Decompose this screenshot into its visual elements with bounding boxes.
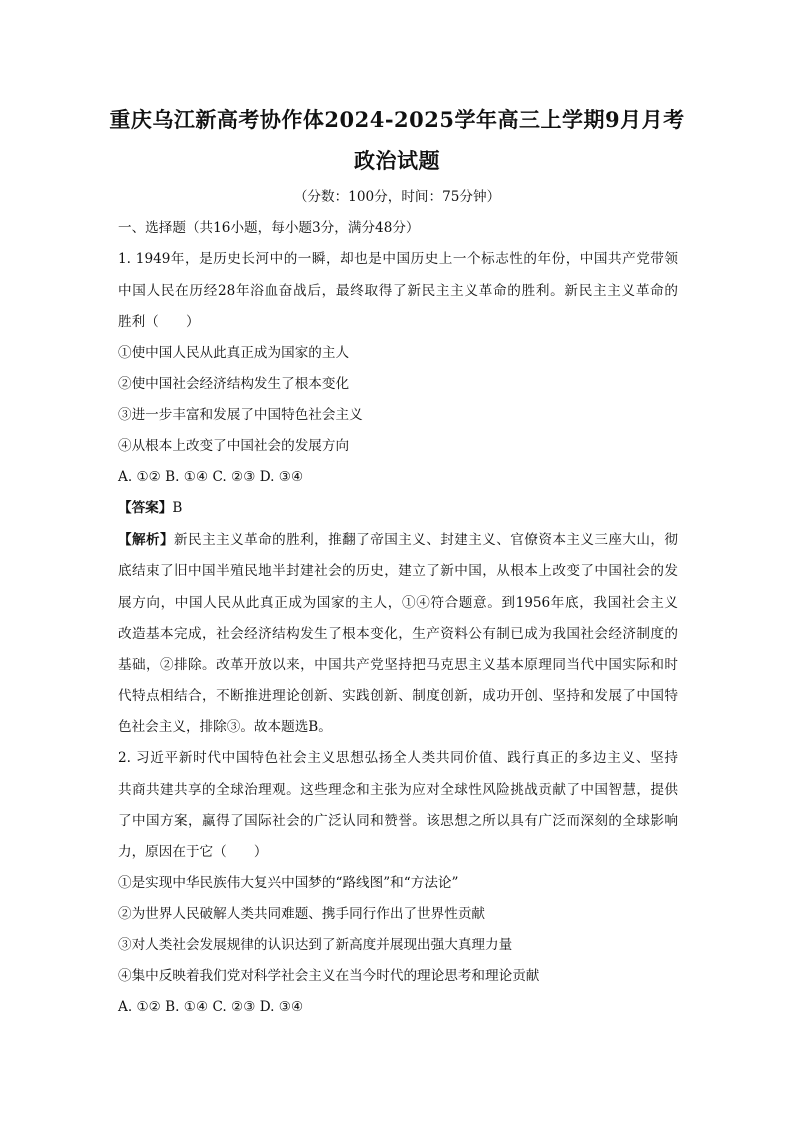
q2-option-3: ③对人类社会发展规律的认识达到了新高度并展现出强大真理力量 [118, 937, 513, 953]
q2-choices: A. ①② B. ①④ C. ②③ D. ③④ [118, 999, 304, 1015]
answer-value: B [172, 500, 183, 516]
q1-stem-line: 胜利（ ） [118, 314, 200, 330]
q1-analysis-line [118, 531, 678, 549]
q1-analysis-line: 改造基本完成，社会经济结构发生了根本变化，生产资料公有制已成为我国社会经济制度的 [118, 626, 678, 642]
section-heading: 一、选择题（共16小题，每小题3分，满分48分） [118, 220, 420, 236]
q1-answer [118, 499, 678, 517]
q2-option-4: ④集中反映着我们党对科学社会主义在当今时代的理论思考和理论贡献 [118, 968, 540, 984]
q1-choices: A. ①② B. ①④ C. ②③ D. ③④ [118, 469, 304, 485]
q1-option-3: ③进一步丰富和发展了中国特色社会主义 [118, 407, 363, 423]
q1-analysis-line: 展方向，中国人民从此真正成为国家的主人，①④符合题意。到1956年底，我国社会主义 [118, 595, 678, 611]
q2-stem-line: 共商共建共享的全球治理观。这些理念和主张为应对全球性风险挑战贡献了中国智慧，提供 [118, 782, 678, 798]
q1-option-4: ④从根本上改变了中国社会的发展方向 [118, 438, 350, 454]
q2-option-2: ②为世界人民破解人类共同难题、携手同行作出了世界性贡献 [118, 906, 486, 922]
q1-option-2: ②使中国社会经济结构发生了根本变化 [118, 376, 350, 392]
q2-option-1: ①是实现中华民族伟大复兴中国梦的“路线图”和“方法论” [118, 875, 459, 891]
q1-analysis-line: 色社会主义，排除③。故本题选B。 [118, 719, 332, 735]
q1-stem-line: 1. 1949年，是历史长河中的一瞬，却也是中国历史上一个标志性的年份，中国共产党带领 [118, 251, 678, 267]
exam-title: 重庆乌江新高考协作体2024-2025学年高三上学期9月月考 [109, 107, 685, 132]
exam-meta: （分数：100分，时间：75分钟） [293, 189, 501, 205]
answer-label: 【答案】 [118, 500, 173, 516]
q2-stem-line: 2. 习近平新时代中国特色社会主义思想弘扬全人类共同价值、践行真正的多边主义、坚持 [118, 750, 678, 766]
q1-analysis-line: 底结束了旧中国半殖民地半封建社会的历史，建立了新中国，从根本上改变了中国社会的发 [118, 563, 678, 579]
q1-stem-line: 中国人民在历经28年浴血奋战后，最终取得了新民主主义革命的胜利。新民主主义革命的 [118, 283, 678, 299]
analysis-label: 【解析】 [118, 532, 175, 548]
analysis-text: 新民主主义革命的胜利，推翻了帝国主义、封建主义、官僚资本主义三座大山，彻 [174, 532, 679, 548]
q2-stem-line: 了中国方案，赢得了国际社会的广泛认同和赞誉。该思想之所以具有广泛而深刻的全球影响 [118, 813, 678, 829]
exam-subject: 政治试题 [354, 148, 440, 173]
q1-analysis-line: 代特点相结合，不断推进理论创新、实践创新、制度创新，成功开创、坚持和发展了中国特 [118, 688, 678, 704]
q1-analysis-line: 基础，②排除。改革开放以来，中国共产党坚持把马克思主义基本原理同当代中国实际和时 [118, 657, 678, 673]
q1-option-1: ①使中国人民从此真正成为国家的主人 [118, 345, 350, 361]
q2-stem-line: 力，原因在于它（ ） [118, 844, 268, 860]
